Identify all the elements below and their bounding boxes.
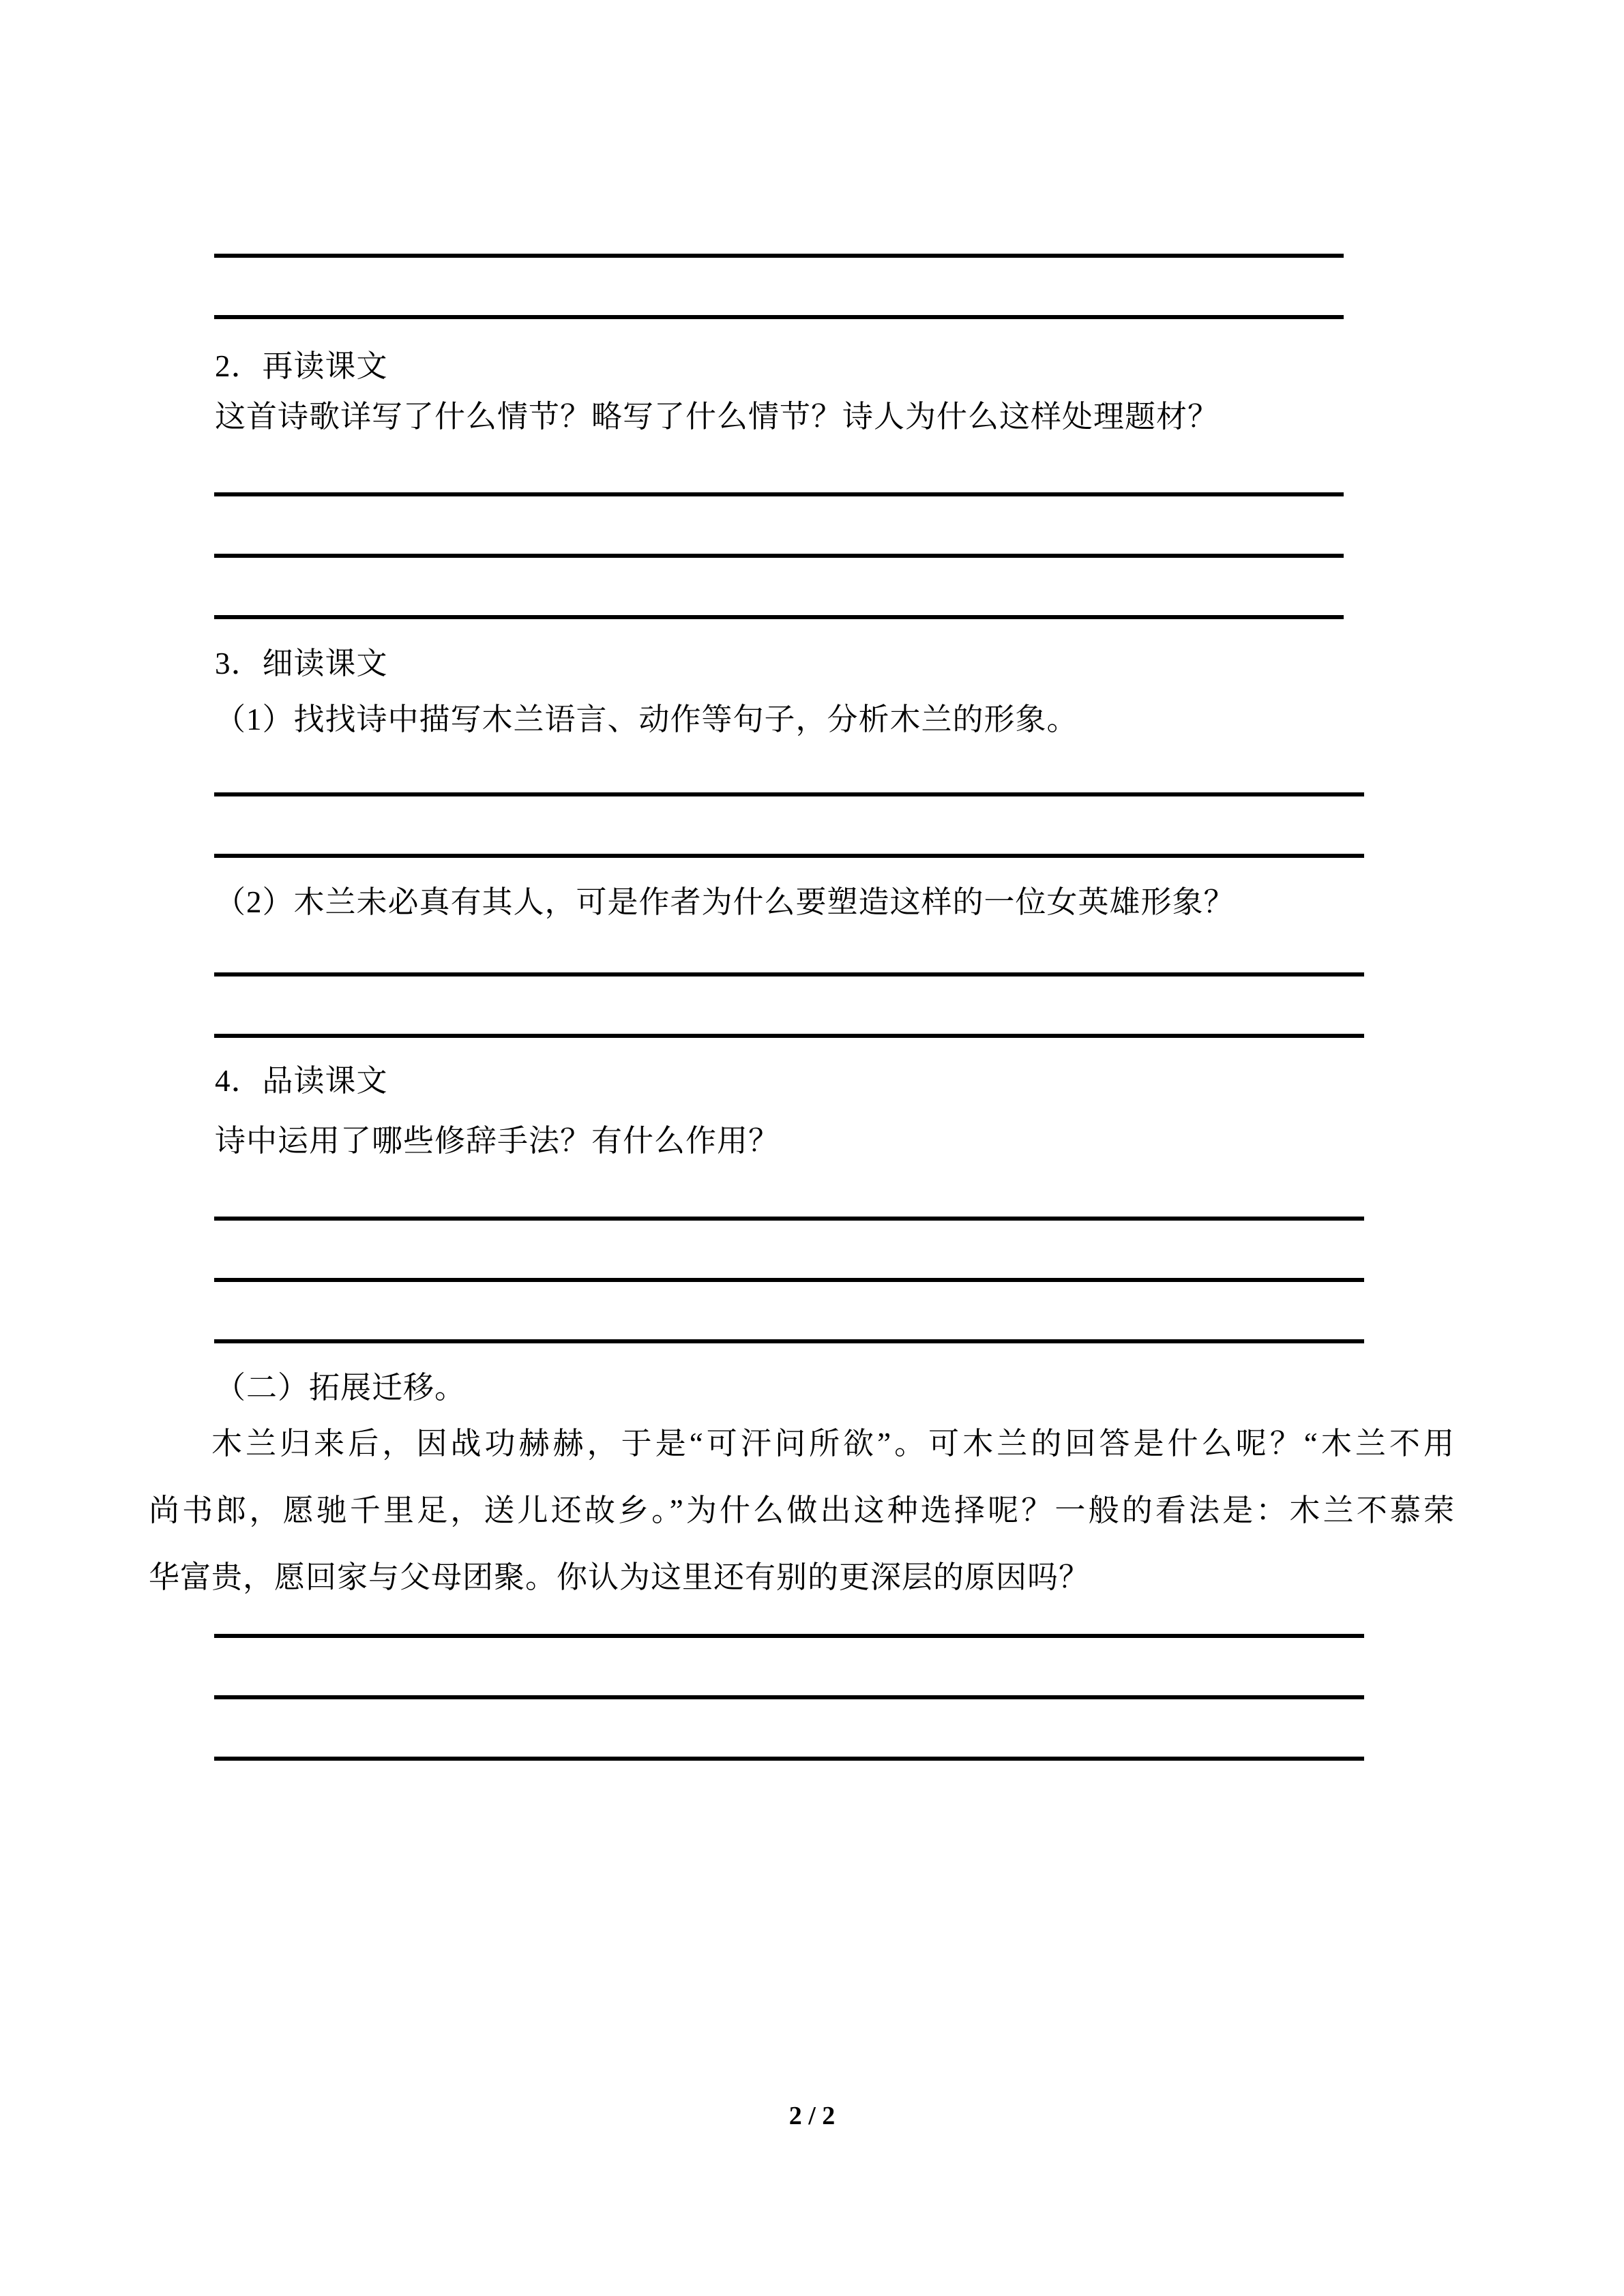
question-2-heading: 2．再读课文 [215, 349, 388, 383]
paragraph-line: 华富贵，愿回家与父母团聚。你认为这里还有别的更深层的原因吗？ [149, 1560, 1091, 1594]
answer-blank-line [214, 1339, 1364, 1343]
answer-blank-line [214, 1217, 1364, 1221]
paragraph-line: 尚书郎，愿驰千里足，送儿还故乡。”为什么做出这种选择呢？一般的看法是：木兰不慕荣 [149, 1493, 1455, 1527]
answer-blank-line [214, 1695, 1364, 1699]
answer-blank-line [214, 254, 1344, 258]
answer-blank-line [214, 315, 1344, 319]
question-3-sub1: （1）找找诗中描写木兰语言、动作等句子，分析木兰的形象。 [215, 702, 1078, 736]
question-4-heading: 4．品读课文 [215, 1064, 388, 1098]
page-number: 2 / 2 [788, 2102, 836, 2130]
part-2-heading: （二）拓展迁移。 [215, 1371, 467, 1405]
answer-blank-line [214, 972, 1364, 976]
answer-blank-line [214, 1278, 1364, 1282]
question-4-text: 诗中运用了哪些修辞手法？有什么作用？ [215, 1124, 780, 1158]
question-3-heading: 3．细读课文 [215, 646, 388, 681]
question-3-sub2: （2）木兰未必真有其人，可是作者为什么要塑造这样的一位女英雄形象？ [215, 885, 1235, 919]
answer-blank-line [214, 1757, 1364, 1761]
paragraph-line: 木兰归来后，因战功赫赫，于是“可汗问所欲”。可木兰的回答是什么呢？“木兰不用 [211, 1427, 1455, 1461]
answer-blank-line [214, 554, 1344, 558]
answer-blank-line [214, 1634, 1364, 1638]
question-2-text: 这首诗歌详写了什么情节？略写了什么情节？诗人为什么这样处理题材？ [215, 400, 1220, 434]
answer-blank-line [214, 492, 1344, 496]
answer-blank-line [214, 615, 1344, 619]
answer-blank-line [214, 792, 1364, 796]
answer-blank-line [214, 1034, 1364, 1038]
answer-blank-line [214, 854, 1364, 858]
extension-paragraph [149, 1427, 1455, 1627]
